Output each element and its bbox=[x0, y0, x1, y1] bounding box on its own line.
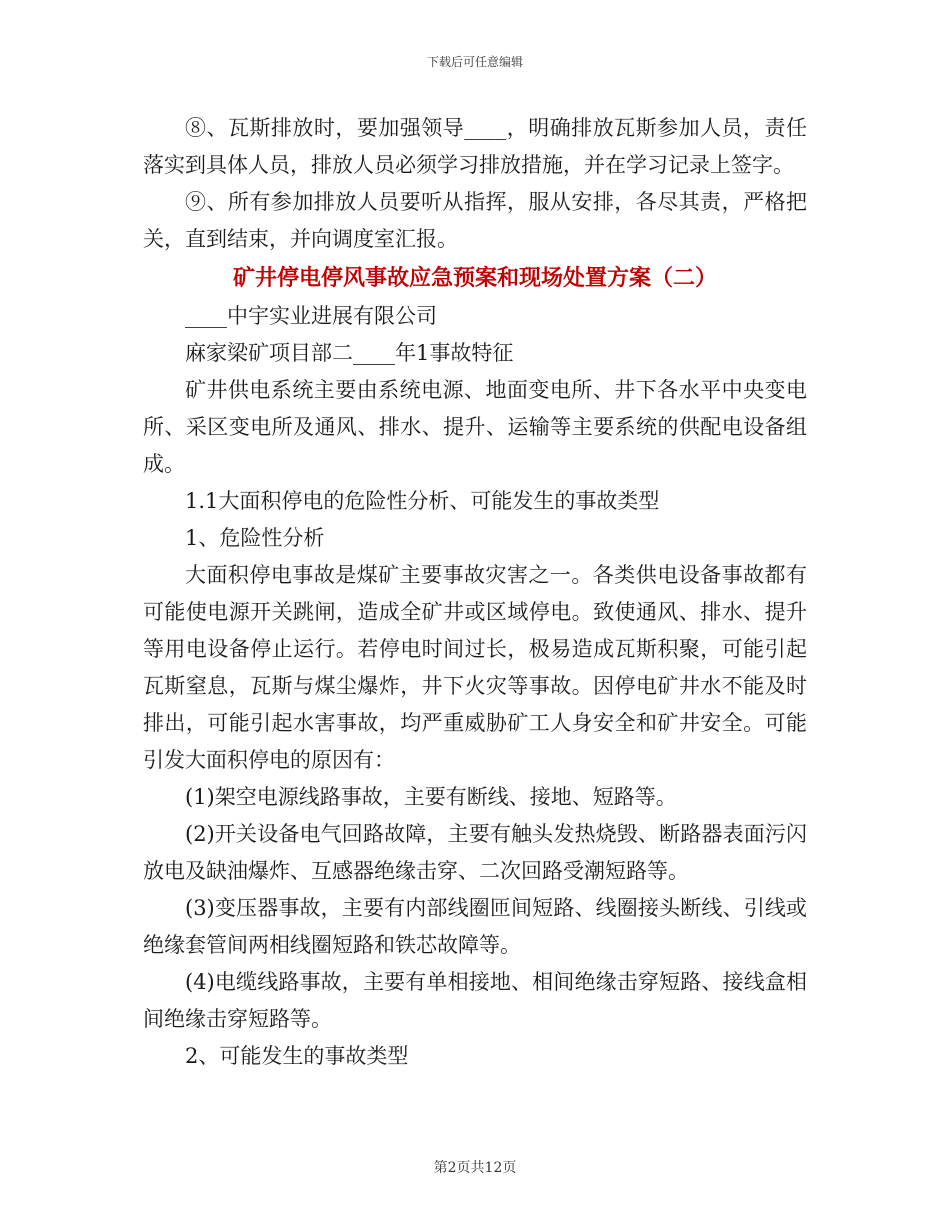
list-item-3: (3)变压器事故，主要有内部线圈匝间短路、线圈接头断线、引线或绝缘套管间两相线圈短路和铁芯故障等。 bbox=[143, 896, 807, 957]
paragraph-supply-system: 矿井供电系统主要由系统电源、地面变电所、井下各水平中央变电所、采区变电所及通风、排水、提升、运输等主要系统的供配电设备组成。 bbox=[143, 378, 807, 476]
company-line: ____中宇实业进展有限公司 bbox=[185, 304, 437, 328]
project-line: 麻家梁矿项目部二____年1事故特征 bbox=[185, 341, 514, 365]
paragraph-8: ⑧、瓦斯排放时，要加强领导____，明确排放瓦斯参加人员，责任落实到具体人员，排放人员必须学习排放措施，并在学习记录上签字。 bbox=[143, 116, 807, 177]
list-item-1: (1)架空电源线路事故，主要有断线、接地、短路等。 bbox=[185, 785, 677, 809]
list-item-2: (2)开关设备电气回路故障，主要有触头发热烧毁、断路器表面污闪放电及缺油爆炸、互感器绝缘击穿、二次回路受潮短路等。 bbox=[143, 822, 807, 883]
heading-accident-types: 2、可能发生的事故类型 bbox=[185, 1044, 409, 1068]
paragraph-9: ⑨、所有参加排放人员要听从指挥，服从安排，各尽其责，严格把关，直到结束，并向调度室汇报。 bbox=[143, 190, 807, 251]
section-title: 矿井停电停风事故应急预案和现场处置方案（二） bbox=[232, 265, 717, 291]
document-body bbox=[143, 110, 807, 1075]
page-footer: 第2页共12页 bbox=[433, 1160, 517, 1176]
page-header: 下载后可任意编辑 bbox=[426, 55, 523, 69]
heading-1-1: 1.1大面积停电的危险性分析、可能发生的事故类型 bbox=[185, 489, 660, 513]
heading-risk-analysis: 1、危险性分析 bbox=[185, 526, 325, 550]
list-item-4: (4)电缆线路事故，主要有单相接地、相间绝缘击穿短路、接线盒相间绝缘击穿短路等。 bbox=[143, 970, 807, 1031]
paragraph-risk: 大面积停电事故是煤矿主要事故灾害之一。各类供电设备事故都有可能使电源开关跳闸，造成全矿井或区域停电。致使通风、排水、提升等用电设备停止运行。若停电时间过长，极易造成瓦斯积聚，可能引起瓦斯窒息，瓦斯与煤尘爆炸，井下火灾等事故。因停电矿井水不能及时排出，可能引起水害事故，均严重威胁矿工人身安全和矿井安全。可能引发大面积停电的原因有： bbox=[143, 563, 807, 772]
